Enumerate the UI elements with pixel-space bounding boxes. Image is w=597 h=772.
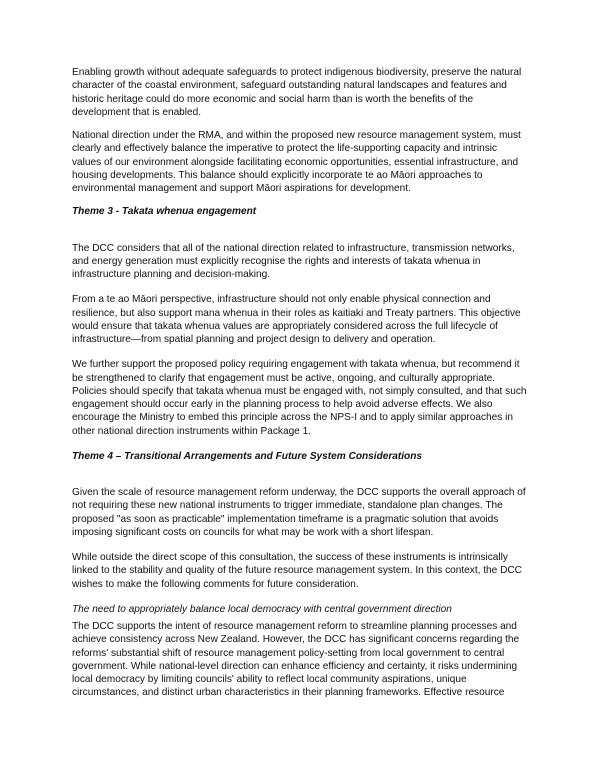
heading-theme-4: Theme 4 – Transitional Arrangements and Future System Considerations [72,450,423,462]
paragraph-safeguards: Enabling growth without adequate safeguards to protect indigenous biodiversity, preserve the natural character of the coastal environment, safeguard outstanding natural landscapes and features and historic heritage could do more economic and social harm than is worth the benefits of the development that is enabled. [72,67,522,118]
heading-theme-3: Theme 3 - Takata whenua engagement [72,206,257,218]
paragraph-te-ao-maori: From a te ao Māori perspective, infrastructure should not only enable physical connection and resilience, but also support mana whenua in their roles as kaitiaki and Treaty partners. This objective would ensure that takata whenua values are appropriately considered across the full lifecycle of infrastructure—from spatial planning and project design to delivery and operation. [72,294,521,345]
paragraph-dcc-supports: The DCC supports the intent of resource management reform to streamline planning processes and achieve consistency across New Zealand. However, the DCC has significant concerns regarding the reforms' substantial shift of resource management policy-setting from local government to central government. While national-level direction can enhance efficiency and certainty, it risks undermining local democracy by limiting councils' ability to reflect local community aspirations, unique circumstances, and distinct urban characteristics in their planning frameworks. Effective resource [72,621,520,699]
paragraph-further-support: We further support the proposed policy requiring engagement with takata whenua, but recommend it be strengthened to clarify that engagement must be active, ongoing, and culturally appropriate. Policies should specify that takata whenua must be engaged with, not simply consulted, and that such engagement should occur early in the planning process to help avoid adverse effects. We also encourage the Ministry to embed this principle across the NPS-I and to apply similar approaches in other national direction instruments within Package 1. [72,359,527,437]
paragraph-outside-scope: While outside the direct scope of this consultation, the success of these instruments is intrinsically linked to the stability and quality of the future resource management system. In this context, the DCC wishes to make the following comments for future consideration. [72,552,522,590]
paragraph-national-direction: National direction under the RMA, and within the proposed new resource management system, must clearly and effectively balance the imperative to protect the life-supporting capacity and intrinsic values of our environment alongside facilitating economic opportunities, essential infrastructure, and housing developments. This balance should explicitly incorporate te ao Māori approaches to environmental management and support Māori aspirations for development. [72,130,521,194]
document-page [72,66,528,700]
paragraph-dcc-considers: The DCC considers that all of the national direction related to infrastructure, transmission networks, and energy generation must explicitly recognise the rights and interests of takata whenua in infrastructure planning and decision-making. [72,242,515,280]
paragraph-reform-scale: Given the scale of resource management reform underway, the DCC supports the overall approach of not requiring these new national instruments to trigger immediate, standalone plan changes. The proposed "as soon as practicable" implementation timeframe is a pragmatic solution that avoids imposing significant costs on councils for what may be work with a short lifespan. [72,487,526,538]
subheading-local-democracy: The need to appropriately balance local democracy with central government direction [72,603,452,615]
